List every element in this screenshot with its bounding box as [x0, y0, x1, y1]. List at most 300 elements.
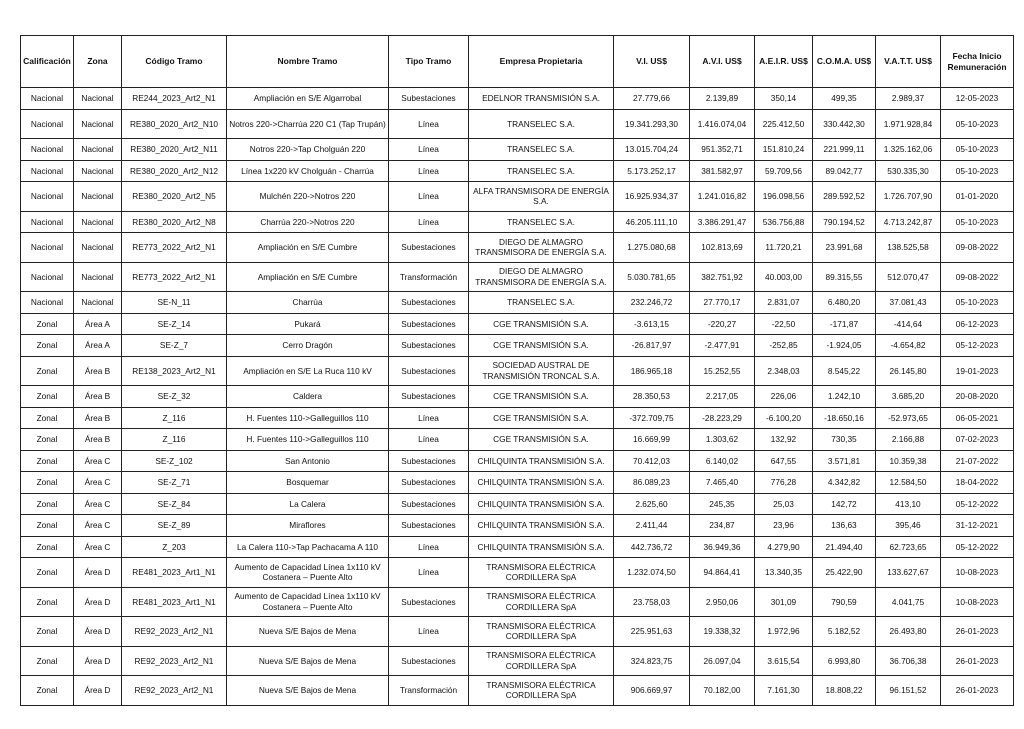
cell-tipo-tramo: Línea	[389, 139, 469, 161]
cell-vatt-usd: 62.723,65	[876, 536, 941, 558]
cell-tipo-tramo: Línea	[389, 211, 469, 233]
cell-avi-usd: -28.223,29	[690, 407, 755, 429]
table-row	[21, 292, 1014, 314]
cell-empresa-propietaria: TRANSMISORA ELÉCTRICA CORDILLERA SpA	[469, 646, 614, 676]
cell-coma-usd: -18.650,16	[813, 407, 876, 429]
cell-tipo-tramo: Subestaciones	[389, 493, 469, 515]
table-row	[21, 450, 1014, 472]
cell-codigo-tramo: Z_116	[122, 407, 227, 429]
table-row	[21, 493, 1014, 515]
cell-vi-usd: 16.925.934,37	[614, 182, 690, 212]
cell-calificacion: Zonal	[21, 493, 74, 515]
cell-nombre-tramo: Pukará	[227, 313, 389, 335]
cell-avi-usd: 70.182,00	[690, 676, 755, 706]
cell-calificacion: Nacional	[21, 139, 74, 161]
cell-avi-usd: 2.217,05	[690, 386, 755, 408]
cell-empresa-propietaria: CHILQUINTA TRANSMISIÓN S.A.	[469, 450, 614, 472]
cell-codigo-tramo: RE92_2023_Art2_N1	[122, 617, 227, 647]
cell-zona: Área B	[74, 356, 122, 386]
table-row	[21, 407, 1014, 429]
cell-aeir-usd: 2.831,07	[755, 292, 813, 314]
cell-vi-usd: 28.350,53	[614, 386, 690, 408]
cell-vi-usd: 5.173.252,17	[614, 160, 690, 182]
cell-codigo-tramo: RE481_2023_Art1_N1	[122, 558, 227, 588]
cell-fecha-inicio: 10-08-2023	[941, 587, 1014, 617]
cell-vatt-usd: 12.584,50	[876, 472, 941, 494]
cell-tipo-tramo: Subestaciones	[389, 313, 469, 335]
cell-aeir-usd: 59.709,56	[755, 160, 813, 182]
cell-fecha-inicio: 12-05-2023	[941, 88, 1014, 110]
cell-codigo-tramo: RE380_2020_Art2_N11	[122, 139, 227, 161]
cell-avi-usd: 94.864,41	[690, 558, 755, 588]
cell-avi-usd: 27.770,17	[690, 292, 755, 314]
cell-nombre-tramo: Ampliación en S/E La Ruca 110 kV	[227, 356, 389, 386]
cell-empresa-propietaria: CHILQUINTA TRANSMISIÓN S.A.	[469, 515, 614, 537]
cell-coma-usd: 5.182,52	[813, 617, 876, 647]
cell-tipo-tramo: Subestaciones	[389, 515, 469, 537]
column-header-empresa-propietaria: Empresa Propietaria	[469, 36, 614, 88]
cell-avi-usd: 381.582,97	[690, 160, 755, 182]
cell-nombre-tramo: Mulchén 220->Notros 220	[227, 182, 389, 212]
cell-aeir-usd: 25,03	[755, 493, 813, 515]
column-header-vi-usd: V.I. US$	[614, 36, 690, 88]
cell-aeir-usd: 196.098,56	[755, 182, 813, 212]
column-header-calificacion: Calificación	[21, 36, 74, 88]
cell-calificacion: Zonal	[21, 429, 74, 451]
cell-tipo-tramo: Línea	[389, 407, 469, 429]
cell-nombre-tramo: Nueva S/E Bajos de Mena	[227, 646, 389, 676]
cell-zona: Nacional	[74, 292, 122, 314]
cell-vi-usd: 225.951,63	[614, 617, 690, 647]
cell-calificacion: Zonal	[21, 587, 74, 617]
cell-aeir-usd: 7.161,30	[755, 676, 813, 706]
cell-avi-usd: 951.352,71	[690, 139, 755, 161]
cell-vi-usd: -26.817,97	[614, 335, 690, 357]
cell-zona: Área B	[74, 429, 122, 451]
cell-aeir-usd: 350,14	[755, 88, 813, 110]
table-row	[21, 356, 1014, 386]
cell-calificacion: Nacional	[21, 292, 74, 314]
cell-empresa-propietaria: TRANSELEC S.A.	[469, 292, 614, 314]
cell-aeir-usd: 40.003,00	[755, 262, 813, 292]
cell-vatt-usd: 1.325.162,06	[876, 139, 941, 161]
cell-coma-usd: 1.242,10	[813, 386, 876, 408]
cell-empresa-propietaria: CGE TRANSMISIÓN S.A.	[469, 335, 614, 357]
table-row	[21, 558, 1014, 588]
cell-vi-usd: 46.205.111,10	[614, 211, 690, 233]
cell-codigo-tramo: SE-Z_84	[122, 493, 227, 515]
cell-zona: Nacional	[74, 109, 122, 139]
cell-coma-usd: 4.342,82	[813, 472, 876, 494]
cell-nombre-tramo: Miraflores	[227, 515, 389, 537]
column-header-nombre-tramo: Nombre Tramo	[227, 36, 389, 88]
cell-nombre-tramo: Ampliación en S/E Cumbre	[227, 262, 389, 292]
cell-tipo-tramo: Subestaciones	[389, 356, 469, 386]
cell-fecha-inicio: 06-05-2021	[941, 407, 1014, 429]
cell-empresa-propietaria: TRANSMISORA ELÉCTRICA CORDILLERA SpA	[469, 676, 614, 706]
cell-vi-usd: 23.758,03	[614, 587, 690, 617]
table-row	[21, 536, 1014, 558]
cell-empresa-propietaria: CGE TRANSMISIÓN S.A.	[469, 407, 614, 429]
cell-calificacion: Zonal	[21, 536, 74, 558]
cell-coma-usd: 8.545,22	[813, 356, 876, 386]
cell-zona: Área D	[74, 617, 122, 647]
cell-calificacion: Zonal	[21, 617, 74, 647]
table-row	[21, 109, 1014, 139]
cell-codigo-tramo: SE-Z_102	[122, 450, 227, 472]
cell-vi-usd: 27.779,66	[614, 88, 690, 110]
cell-zona: Nacional	[74, 160, 122, 182]
cell-vi-usd: 2.625,60	[614, 493, 690, 515]
cell-vi-usd: 5.030.781,65	[614, 262, 690, 292]
cell-vi-usd: 232.246,72	[614, 292, 690, 314]
cell-vatt-usd: 133.627,67	[876, 558, 941, 588]
cell-vatt-usd: -4.654,82	[876, 335, 941, 357]
cell-coma-usd: 499,35	[813, 88, 876, 110]
cell-aeir-usd: 647,55	[755, 450, 813, 472]
cell-calificacion: Zonal	[21, 450, 74, 472]
cell-codigo-tramo: RE380_2020_Art2_N10	[122, 109, 227, 139]
cell-codigo-tramo: RE380_2020_Art2_N12	[122, 160, 227, 182]
cell-calificacion: Nacional	[21, 109, 74, 139]
cell-nombre-tramo: Charrúa 220->Notros 220	[227, 211, 389, 233]
cell-fecha-inicio: 09-08-2022	[941, 233, 1014, 263]
cell-tipo-tramo: Transformación	[389, 676, 469, 706]
cell-vatt-usd: -52.973,65	[876, 407, 941, 429]
cell-codigo-tramo: RE138_2023_Art2_N1	[122, 356, 227, 386]
cell-aeir-usd: -22,50	[755, 313, 813, 335]
remuneration-table	[20, 35, 1014, 706]
cell-fecha-inicio: 21-07-2022	[941, 450, 1014, 472]
cell-vatt-usd: 3.685,20	[876, 386, 941, 408]
cell-tipo-tramo: Subestaciones	[389, 587, 469, 617]
cell-vi-usd: 13.015.704,24	[614, 139, 690, 161]
cell-empresa-propietaria: ALFA TRANSMISORA DE ENERGÍA S.A.	[469, 182, 614, 212]
cell-empresa-propietaria: TRANSMISORA ELÉCTRICA CORDILLERA SpA	[469, 617, 614, 647]
table-row	[21, 262, 1014, 292]
cell-aeir-usd: 132,92	[755, 429, 813, 451]
cell-fecha-inicio: 05-10-2023	[941, 211, 1014, 233]
cell-zona: Área B	[74, 386, 122, 408]
cell-calificacion: Nacional	[21, 160, 74, 182]
cell-nombre-tramo: Ampliación en S/E Algarrobal	[227, 88, 389, 110]
table-row	[21, 472, 1014, 494]
cell-calificacion: Zonal	[21, 335, 74, 357]
cell-calificacion: Zonal	[21, 515, 74, 537]
column-header-avi-usd: A.V.I. US$	[690, 36, 755, 88]
cell-avi-usd: -220,27	[690, 313, 755, 335]
cell-empresa-propietaria: SOCIEDAD AUSTRAL DE TRANSMISIÓN TRONCAL S.A.	[469, 356, 614, 386]
cell-zona: Área C	[74, 450, 122, 472]
cell-avi-usd: 2.139,89	[690, 88, 755, 110]
cell-nombre-tramo: Línea 1x220 kV Cholguán - Charrúa	[227, 160, 389, 182]
cell-coma-usd: 142,72	[813, 493, 876, 515]
cell-avi-usd: 26.097,04	[690, 646, 755, 676]
cell-vatt-usd: 26.145,80	[876, 356, 941, 386]
cell-aeir-usd: 225.412,50	[755, 109, 813, 139]
cell-tipo-tramo: Subestaciones	[389, 386, 469, 408]
column-header-zona: Zona	[74, 36, 122, 88]
cell-zona: Nacional	[74, 182, 122, 212]
cell-zona: Área B	[74, 407, 122, 429]
table-row	[21, 386, 1014, 408]
cell-aeir-usd: 3.615,54	[755, 646, 813, 676]
cell-codigo-tramo: SE-Z_14	[122, 313, 227, 335]
cell-aeir-usd: 536.756,88	[755, 211, 813, 233]
cell-vi-usd: 2.411,44	[614, 515, 690, 537]
cell-nombre-tramo: Bosquemar	[227, 472, 389, 494]
cell-avi-usd: 382.751,92	[690, 262, 755, 292]
cell-codigo-tramo: RE92_2023_Art2_N1	[122, 676, 227, 706]
cell-tipo-tramo: Subestaciones	[389, 472, 469, 494]
table-row	[21, 646, 1014, 676]
table-row	[21, 429, 1014, 451]
cell-zona: Nacional	[74, 88, 122, 110]
cell-nombre-tramo: H. Fuentes 110->Galleguillos 110	[227, 407, 389, 429]
cell-avi-usd: 1.303,62	[690, 429, 755, 451]
cell-codigo-tramo: SE-Z_89	[122, 515, 227, 537]
cell-vi-usd: 324.823,75	[614, 646, 690, 676]
cell-tipo-tramo: Subestaciones	[389, 88, 469, 110]
cell-codigo-tramo: RE773_2022_Art2_N1	[122, 262, 227, 292]
cell-aeir-usd: -6.100,20	[755, 407, 813, 429]
cell-empresa-propietaria: TRANSELEC S.A.	[469, 139, 614, 161]
cell-nombre-tramo: Nueva S/E Bajos de Mena	[227, 617, 389, 647]
cell-codigo-tramo: RE481_2023_Art1_N1	[122, 587, 227, 617]
cell-codigo-tramo: RE773_2022_Art2_N1	[122, 233, 227, 263]
cell-calificacion: Zonal	[21, 472, 74, 494]
cell-vatt-usd: 2.989,37	[876, 88, 941, 110]
cell-empresa-propietaria: TRANSELEC S.A.	[469, 211, 614, 233]
cell-aeir-usd: 2.348,03	[755, 356, 813, 386]
cell-tipo-tramo: Línea	[389, 558, 469, 588]
cell-vatt-usd: 96.151,52	[876, 676, 941, 706]
cell-tipo-tramo: Línea	[389, 617, 469, 647]
cell-vatt-usd: 1.971.928,84	[876, 109, 941, 139]
cell-fecha-inicio: 05-10-2023	[941, 109, 1014, 139]
cell-vi-usd: 442.736,72	[614, 536, 690, 558]
cell-fecha-inicio: 05-12-2023	[941, 335, 1014, 357]
cell-vi-usd: 1.275.080,68	[614, 233, 690, 263]
cell-empresa-propietaria: TRANSELEC S.A.	[469, 160, 614, 182]
cell-empresa-propietaria: CHILQUINTA TRANSMISIÓN S.A.	[469, 536, 614, 558]
cell-nombre-tramo: San Antonio	[227, 450, 389, 472]
table-row	[21, 313, 1014, 335]
cell-nombre-tramo: Aumento de Capacidad Línea 1x110 kV Costanera – Puente Alto	[227, 558, 389, 588]
cell-avi-usd: 6.140,02	[690, 450, 755, 472]
cell-avi-usd: 1.416.074,04	[690, 109, 755, 139]
cell-zona: Nacional	[74, 262, 122, 292]
cell-aeir-usd: 301,09	[755, 587, 813, 617]
cell-empresa-propietaria: TRANSELEC S.A.	[469, 109, 614, 139]
cell-calificacion: Nacional	[21, 262, 74, 292]
cell-aeir-usd: 226,06	[755, 386, 813, 408]
cell-empresa-propietaria: TRANSMISORA ELÉCTRICA CORDILLERA SpA	[469, 558, 614, 588]
cell-tipo-tramo: Línea	[389, 182, 469, 212]
cell-coma-usd: 25.422,90	[813, 558, 876, 588]
cell-tipo-tramo: Línea	[389, 160, 469, 182]
cell-empresa-propietaria: CHILQUINTA TRANSMISIÓN S.A.	[469, 472, 614, 494]
cell-codigo-tramo: RE380_2020_Art2_N5	[122, 182, 227, 212]
cell-tipo-tramo: Subestaciones	[389, 233, 469, 263]
cell-aeir-usd: 11.720,21	[755, 233, 813, 263]
cell-coma-usd: 730,35	[813, 429, 876, 451]
cell-avi-usd: 19.338,32	[690, 617, 755, 647]
cell-avi-usd: 102.813,69	[690, 233, 755, 263]
table-row	[21, 233, 1014, 263]
cell-vatt-usd: 4.041,75	[876, 587, 941, 617]
cell-calificacion: Nacional	[21, 182, 74, 212]
cell-vatt-usd: 413,10	[876, 493, 941, 515]
cell-avi-usd: 234,87	[690, 515, 755, 537]
column-header-codigo-tramo: Código Tramo	[122, 36, 227, 88]
cell-codigo-tramo: Z_116	[122, 429, 227, 451]
cell-fecha-inicio: 19-01-2023	[941, 356, 1014, 386]
cell-coma-usd: 289.592,52	[813, 182, 876, 212]
cell-nombre-tramo: Caldera	[227, 386, 389, 408]
cell-codigo-tramo: SE-Z_71	[122, 472, 227, 494]
column-header-tipo-tramo: Tipo Tramo	[389, 36, 469, 88]
cell-nombre-tramo: Notros 220->Charrúa 220 C1 (Tap Trupán)	[227, 109, 389, 139]
cell-vi-usd: 186.965,18	[614, 356, 690, 386]
header-row	[21, 36, 1014, 88]
cell-coma-usd: 3.571,81	[813, 450, 876, 472]
cell-calificacion: Nacional	[21, 88, 74, 110]
cell-coma-usd: 18.808,22	[813, 676, 876, 706]
table-row	[21, 617, 1014, 647]
column-header-vatt-usd: V.A.T.T. US$	[876, 36, 941, 88]
cell-fecha-inicio: 26-01-2023	[941, 617, 1014, 647]
cell-fecha-inicio: 07-02-2023	[941, 429, 1014, 451]
cell-zona: Área C	[74, 493, 122, 515]
cell-nombre-tramo: Nueva S/E Bajos de Mena	[227, 676, 389, 706]
cell-codigo-tramo: RE244_2023_Art2_N1	[122, 88, 227, 110]
cell-fecha-inicio: 31-12-2021	[941, 515, 1014, 537]
cell-avi-usd: 36.949,36	[690, 536, 755, 558]
table-body	[21, 88, 1014, 706]
cell-fecha-inicio: 10-08-2023	[941, 558, 1014, 588]
cell-calificacion: Zonal	[21, 676, 74, 706]
cell-zona: Área D	[74, 646, 122, 676]
cell-nombre-tramo: H. Fuentes 110->Galleguillos 110	[227, 429, 389, 451]
cell-avi-usd: 245,35	[690, 493, 755, 515]
column-header-coma-usd: C.O.M.A. US$	[813, 36, 876, 88]
cell-vatt-usd: 37.081,43	[876, 292, 941, 314]
cell-zona: Área A	[74, 313, 122, 335]
cell-empresa-propietaria: EDELNOR TRANSMISIÓN S.A.	[469, 88, 614, 110]
cell-coma-usd: -171,87	[813, 313, 876, 335]
cell-coma-usd: 136,63	[813, 515, 876, 537]
cell-tipo-tramo: Línea	[389, 429, 469, 451]
cell-nombre-tramo: Ampliación en S/E Cumbre	[227, 233, 389, 263]
cell-avi-usd: 15.252,55	[690, 356, 755, 386]
cell-calificacion: Zonal	[21, 386, 74, 408]
cell-codigo-tramo: RE380_2020_Art2_N8	[122, 211, 227, 233]
cell-vi-usd: -372.709,75	[614, 407, 690, 429]
cell-zona: Área D	[74, 676, 122, 706]
cell-nombre-tramo: Charrúa	[227, 292, 389, 314]
cell-aeir-usd: -252,85	[755, 335, 813, 357]
cell-empresa-propietaria: CGE TRANSMISIÓN S.A.	[469, 429, 614, 451]
cell-zona: Área A	[74, 335, 122, 357]
cell-coma-usd: 221.999,11	[813, 139, 876, 161]
cell-avi-usd: -2.477,91	[690, 335, 755, 357]
table-header	[21, 36, 1014, 88]
cell-nombre-tramo: Cerro Dragón	[227, 335, 389, 357]
table-row	[21, 515, 1014, 537]
cell-vatt-usd: 138.525,58	[876, 233, 941, 263]
cell-fecha-inicio: 05-10-2023	[941, 292, 1014, 314]
cell-vi-usd: 70.412,03	[614, 450, 690, 472]
cell-vatt-usd: 2.166,88	[876, 429, 941, 451]
cell-empresa-propietaria: DIEGO DE ALMAGRO TRANSMISORA DE ENERGÍA S.A.	[469, 233, 614, 263]
cell-coma-usd: -1.924,05	[813, 335, 876, 357]
cell-vatt-usd: 512.070,47	[876, 262, 941, 292]
cell-fecha-inicio: 26-01-2023	[941, 676, 1014, 706]
cell-coma-usd: 330.442,30	[813, 109, 876, 139]
cell-coma-usd: 21.494,40	[813, 536, 876, 558]
cell-fecha-inicio: 05-12-2022	[941, 493, 1014, 515]
table-row	[21, 160, 1014, 182]
cell-coma-usd: 790.194,52	[813, 211, 876, 233]
column-header-fecha-inicio: Fecha Inicio Remuneración	[941, 36, 1014, 88]
cell-avi-usd: 7.465,40	[690, 472, 755, 494]
cell-calificacion: Zonal	[21, 646, 74, 676]
cell-zona: Área C	[74, 536, 122, 558]
cell-codigo-tramo: SE-Z_7	[122, 335, 227, 357]
cell-aeir-usd: 13.340,35	[755, 558, 813, 588]
cell-empresa-propietaria: TRANSMISORA ELÉCTRICA CORDILLERA SpA	[469, 587, 614, 617]
cell-coma-usd: 790,59	[813, 587, 876, 617]
table-row	[21, 88, 1014, 110]
cell-vi-usd: 16.669,99	[614, 429, 690, 451]
cell-fecha-inicio: 05-10-2023	[941, 160, 1014, 182]
cell-empresa-propietaria: DIEGO DE ALMAGRO TRANSMISORA DE ENERGÍA S.A.	[469, 262, 614, 292]
cell-tipo-tramo: Línea	[389, 536, 469, 558]
cell-aeir-usd: 1.972,96	[755, 617, 813, 647]
cell-vi-usd: 1.232.074,50	[614, 558, 690, 588]
cell-zona: Área D	[74, 587, 122, 617]
cell-nombre-tramo: La Calera	[227, 493, 389, 515]
cell-vi-usd: 19.341.293,30	[614, 109, 690, 139]
cell-codigo-tramo: SE-Z_32	[122, 386, 227, 408]
cell-tipo-tramo: Subestaciones	[389, 450, 469, 472]
cell-vatt-usd: -414,64	[876, 313, 941, 335]
cell-tipo-tramo: Subestaciones	[389, 335, 469, 357]
table-row	[21, 587, 1014, 617]
cell-vatt-usd: 1.726.707,90	[876, 182, 941, 212]
cell-calificacion: Zonal	[21, 313, 74, 335]
cell-vatt-usd: 530.335,30	[876, 160, 941, 182]
table-row	[21, 676, 1014, 706]
cell-zona: Nacional	[74, 233, 122, 263]
cell-nombre-tramo: Notros 220->Tap Cholguán 220	[227, 139, 389, 161]
cell-avi-usd: 3.386.291,47	[690, 211, 755, 233]
cell-nombre-tramo: La Calera 110->Tap Pachacama A 110	[227, 536, 389, 558]
cell-fecha-inicio: 26-01-2023	[941, 646, 1014, 676]
cell-avi-usd: 2.950,06	[690, 587, 755, 617]
cell-codigo-tramo: RE92_2023_Art2_N1	[122, 646, 227, 676]
cell-vi-usd: 86.089,23	[614, 472, 690, 494]
cell-nombre-tramo: Aumento de Capacidad Línea 1x110 kV Costanera – Puente Alto	[227, 587, 389, 617]
cell-calificacion: Nacional	[21, 211, 74, 233]
cell-vatt-usd: 26.493,80	[876, 617, 941, 647]
cell-fecha-inicio: 09-08-2022	[941, 262, 1014, 292]
cell-coma-usd: 89.315,55	[813, 262, 876, 292]
cell-zona: Nacional	[74, 139, 122, 161]
cell-tipo-tramo: Subestaciones	[389, 646, 469, 676]
cell-tipo-tramo: Subestaciones	[389, 292, 469, 314]
